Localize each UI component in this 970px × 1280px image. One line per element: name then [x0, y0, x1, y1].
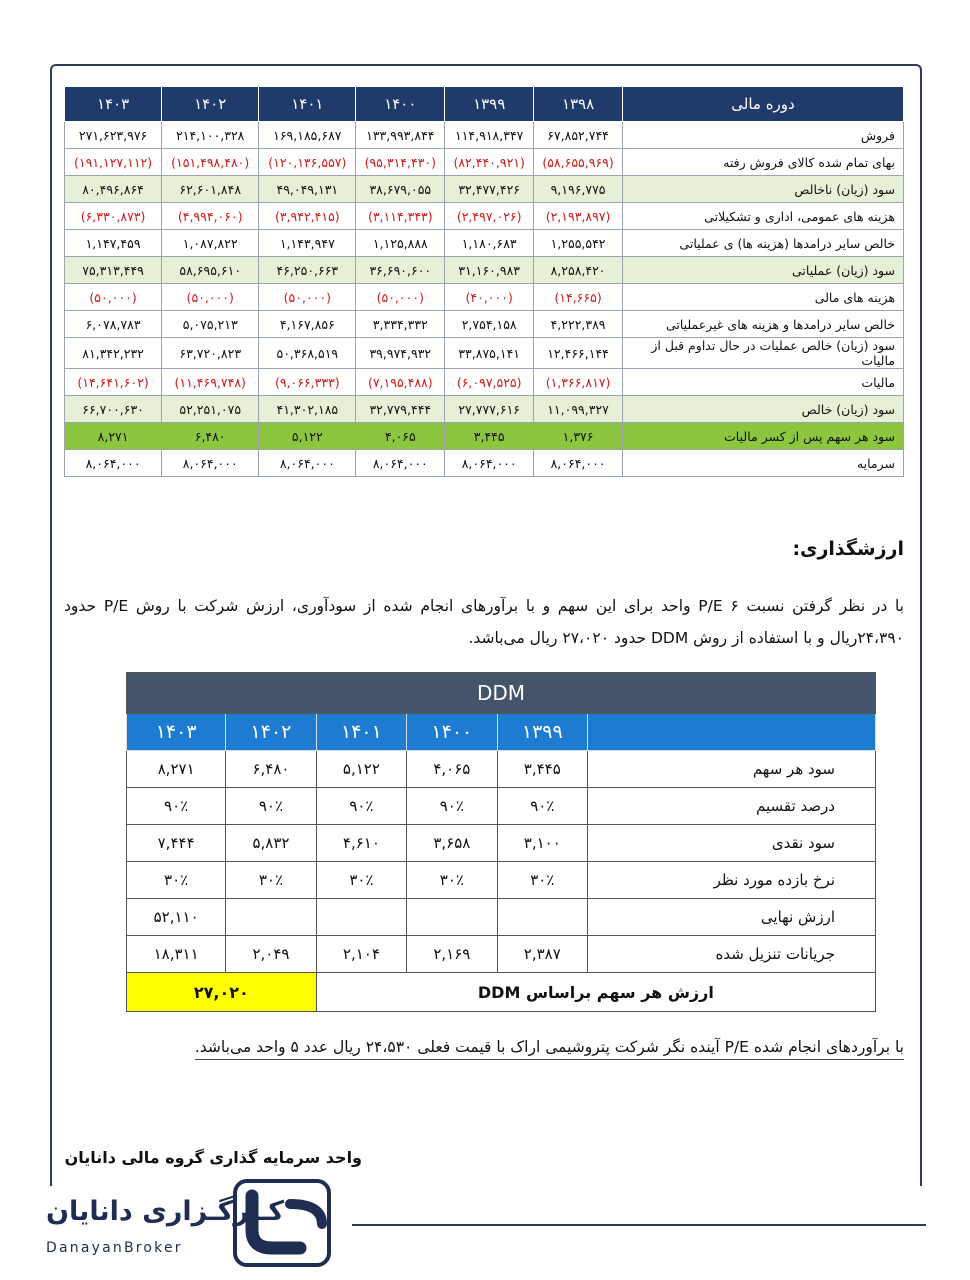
- row-label: هزینه های عمومی، اداری و تشکیلاتی: [623, 203, 904, 230]
- danayan-logo-icon: [232, 1178, 332, 1268]
- cell-value: ۲,۷۵۴,۱۵۸: [445, 311, 534, 338]
- cell-value: ۲۷۱,۶۲۳,۹۷۶: [65, 122, 162, 149]
- income-row: [65, 311, 904, 338]
- cell-value: ۶۲,۶۰۱,۸۴۸: [162, 176, 259, 203]
- cell-value: ۸,۲۷۱: [65, 423, 162, 450]
- cell-value: (۳,۹۴۲,۴۱۵): [259, 203, 356, 230]
- cell-value: (۵۰,۰۰۰): [259, 284, 356, 311]
- cell-value: ۱,۱۴۷,۴۵۹: [65, 230, 162, 257]
- footer-rule: [352, 1224, 926, 1226]
- ddm-cell-value: ۳,۶۵۸: [407, 825, 497, 862]
- ddm-cell-value: ۴,۶۱۰: [316, 825, 406, 862]
- cell-value: (۹,۰۶۶,۳۳۳): [259, 369, 356, 396]
- income-row: [65, 369, 904, 396]
- cell-value: ۳۳,۸۷۵,۱۴۱: [445, 338, 534, 369]
- ddm-year: ۱۴۰۲: [226, 714, 316, 751]
- ddm-cell-value: ۵,۱۲۲: [316, 751, 406, 788]
- ddm-cell-value: ۵۲,۱۱۰: [127, 899, 226, 936]
- cell-value: ۴,۰۶۵: [356, 423, 445, 450]
- cell-value: ۳۲,۷۷۹,۴۴۴: [356, 396, 445, 423]
- ddm-row: [127, 862, 876, 899]
- ddm-year: ۱۳۹۹: [497, 714, 587, 751]
- ddm-cell-value: ۳۰٪: [407, 862, 497, 899]
- ddm-year: ۱۴۰۰: [407, 714, 497, 751]
- cell-value: ۱,۰۸۷,۸۲۲: [162, 230, 259, 257]
- ddm-row: [127, 936, 876, 973]
- cell-value: (۱۴,۶۴۱,۶۰۲): [65, 369, 162, 396]
- ddm-cell-value: ۹۰٪: [127, 788, 226, 825]
- cell-value: ۶,۰۷۸,۷۸۳: [65, 311, 162, 338]
- row-label: سود (زیان) ناخالص: [623, 176, 904, 203]
- row-label: سود هر سهم پس از کسر مالیات: [623, 423, 904, 450]
- cell-value: ۱,۱۸۰,۶۸۳: [445, 230, 534, 257]
- cell-value: (۱۵۱,۴۹۸,۴۸۰): [162, 149, 259, 176]
- cell-value: ۶۶,۷۰۰,۶۳۰: [65, 396, 162, 423]
- cell-value: ۵۸,۶۹۵,۶۱۰: [162, 257, 259, 284]
- row-label: خالص سایر درامدها و هزینه های غیرعملیاتی: [623, 311, 904, 338]
- cell-value: ۲۷,۷۷۷,۶۱۶: [445, 396, 534, 423]
- brand-name-en: DanayanBroker: [46, 1240, 183, 1256]
- ddm-row: [127, 751, 876, 788]
- ddm-cell-value: [407, 899, 497, 936]
- investment-unit: واحد سرمایه گذاری گروه مالی دانایان: [64, 1148, 362, 1167]
- cell-value: ۱,۱۴۳,۹۴۷: [259, 230, 356, 257]
- ddm-row-label: سود نقدی: [588, 825, 876, 862]
- cell-value: (۴,۹۹۴,۰۶۰): [162, 203, 259, 230]
- valuation-heading: ارزشگذاری:: [792, 538, 904, 560]
- ddm-year: ۱۴۰۱: [316, 714, 406, 751]
- cell-value: (۴۰,۰۰۰): [445, 284, 534, 311]
- cell-value: ۸,۰۶۴,۰۰۰: [65, 450, 162, 477]
- cell-value: (۳,۱۱۴,۳۴۳): [356, 203, 445, 230]
- cell-value: ۴۱,۳۰۲,۱۸۵: [259, 396, 356, 423]
- ddm-row: [127, 788, 876, 825]
- cell-value: ۱,۱۲۵,۸۸۸: [356, 230, 445, 257]
- cell-value: ۳۸,۶۷۹,۰۵۵: [356, 176, 445, 203]
- ddm-row: [127, 899, 876, 936]
- ddm-row-label: نرخ بازده مورد نظر: [588, 862, 876, 899]
- cell-value: (۸۲,۴۴۰,۹۲۱): [445, 149, 534, 176]
- cell-value: ۳۹,۹۷۴,۹۳۲: [356, 338, 445, 369]
- cell-value: (۲,۱۹۳,۸۹۷): [534, 203, 623, 230]
- ddm-cell-value: ۹۰٪: [497, 788, 587, 825]
- ddm-cell-value: ۵,۸۳۲: [226, 825, 316, 862]
- pe-note: با برآوردهای انجام شده P/E آینده نگر شرکت پتروشیمی اراک با قیمت فعلی ۲۴،۵۳۰ ریال عدد ۵ واحد می‌باشد.: [195, 1038, 904, 1060]
- income-row: [65, 396, 904, 423]
- cell-value: (۱,۳۶۶,۸۱۷): [534, 369, 623, 396]
- cell-value: (۶,۰۹۷,۵۲۵): [445, 369, 534, 396]
- ddm-cell-value: ۳۰٪: [226, 862, 316, 899]
- ddm-cell-value: [226, 899, 316, 936]
- cell-value: ۱,۳۷۶: [534, 423, 623, 450]
- cell-value: ۸,۰۶۴,۰۰۰: [162, 450, 259, 477]
- cell-value: ۳۱,۱۶۰,۹۸۳: [445, 257, 534, 284]
- cell-value: ۱,۲۵۵,۵۴۲: [534, 230, 623, 257]
- income-row: [65, 122, 904, 149]
- ddm-cell-value: ۳,۱۰۰: [497, 825, 587, 862]
- income-header-row: [65, 87, 904, 122]
- cell-value: ۱۱۴,۹۱۸,۳۴۷: [445, 122, 534, 149]
- income-row: [65, 149, 904, 176]
- row-label: خالص سایر درامدها (هزینه ها) ی عملیاتی: [623, 230, 904, 257]
- ddm-cell-value: ۸,۲۷۱: [127, 751, 226, 788]
- cell-value: ۸۱,۳۴۲,۲۳۲: [65, 338, 162, 369]
- cell-value: ۴,۲۲۲,۳۸۹: [534, 311, 623, 338]
- cell-value: (۶,۳۳۰,۸۷۳): [65, 203, 162, 230]
- cell-value: ۹,۱۹۶,۷۷۵: [534, 176, 623, 203]
- header-year: ۱۳۹۹: [445, 87, 534, 122]
- ddm-cell-value: ۷,۴۴۴: [127, 825, 226, 862]
- cell-value: (۱۱,۴۶۹,۷۴۸): [162, 369, 259, 396]
- valuation-paragraph: با در نظر گرفتن نسبت P/E ۶ واحد برای این سهم و با برآورهای انجام شده از سودآوری، ارزش شرکت با روش P/E حدود ۲۴،۳۹۰ریال و با استفاده از روش DDM حدود ۲۷،۰۲۰ ریال می‌باشد.: [64, 597, 904, 647]
- income-row: [65, 423, 904, 450]
- cell-value: ۴,۱۶۷,۸۵۶: [259, 311, 356, 338]
- ddm-result-row: [127, 973, 876, 1012]
- row-label: فروش: [623, 122, 904, 149]
- ddm-row-label: ارزش نهایی: [588, 899, 876, 936]
- cell-value: ۱۳۳,۹۹۳,۸۴۴: [356, 122, 445, 149]
- ddm-cell-value: ۲,۳۸۷: [497, 936, 587, 973]
- header-year: ۱۳۹۸: [534, 87, 623, 122]
- header-year: ۱۴۰۰: [356, 87, 445, 122]
- header-year: ۱۴۰۱: [259, 87, 356, 122]
- income-row: [65, 176, 904, 203]
- cell-value: ۶۷,۸۵۲,۷۴۴: [534, 122, 623, 149]
- cell-value: ۱۱,۰۹۹,۳۲۷: [534, 396, 623, 423]
- cell-value: ۳,۳۳۴,۳۳۲: [356, 311, 445, 338]
- cell-value: ۸,۰۶۴,۰۰۰: [445, 450, 534, 477]
- cell-value: (۵۸,۶۵۵,۹۶۹): [534, 149, 623, 176]
- cell-value: ۱۶۹,۱۸۵,۶۸۷: [259, 122, 356, 149]
- income-row: [65, 230, 904, 257]
- brand-name-fa: کـارگـزاری دانایان: [46, 1196, 284, 1227]
- row-label: سود (زیان) خالص عملیات در حال تداوم قبل از مالیات: [623, 338, 904, 369]
- row-label: سرمایه: [623, 450, 904, 477]
- cell-value: ۸,۰۶۴,۰۰۰: [534, 450, 623, 477]
- cell-value: ۵,۱۲۲: [259, 423, 356, 450]
- ddm-year-row: [127, 714, 876, 751]
- cell-value: ۶,۴۸۰: [162, 423, 259, 450]
- cell-value: ۳۶,۶۹۰,۶۰۰: [356, 257, 445, 284]
- ddm-year-label-blank: [588, 714, 876, 751]
- ddm-row-label: جریانات تنزیل شده: [588, 936, 876, 973]
- row-label: بهای تمام شده کالای فروش رفته: [623, 149, 904, 176]
- income-row: [65, 284, 904, 311]
- income-row: [65, 450, 904, 477]
- header-year: ۱۴۰۳: [65, 87, 162, 122]
- cell-value: (۹۵,۳۱۴,۴۳۰): [356, 149, 445, 176]
- row-label: سود (زیان) عملیاتی: [623, 257, 904, 284]
- ddm-cell-value: ۳۰٪: [127, 862, 226, 899]
- ddm-cell-value: [316, 899, 406, 936]
- income-row: [65, 257, 904, 284]
- income-row: [65, 203, 904, 230]
- ddm-row-label: درصد تقسیم: [588, 788, 876, 825]
- cell-value: (۱۴,۶۶۵): [534, 284, 623, 311]
- ddm-cell-value: ۳۰٪: [497, 862, 587, 899]
- cell-value: ۱۲,۴۶۶,۱۴۴: [534, 338, 623, 369]
- cell-value: ۸,۰۶۴,۰۰۰: [259, 450, 356, 477]
- ddm-cell-value: [497, 899, 587, 936]
- cell-value: ۶۳,۷۲۰,۸۲۳: [162, 338, 259, 369]
- ddm-title-row: [127, 673, 876, 714]
- cell-value: (۱۲۰,۱۳۶,۵۵۷): [259, 149, 356, 176]
- ddm-cell-value: ۲,۰۴۹: [226, 936, 316, 973]
- ddm-cell-value: ۹۰٪: [226, 788, 316, 825]
- cell-value: ۴۹,۰۴۹,۱۳۱: [259, 176, 356, 203]
- ddm-cell-value: ۲,۱۰۴: [316, 936, 406, 973]
- ddm-table: [126, 672, 876, 1012]
- ddm-cell-value: ۹۰٪: [316, 788, 406, 825]
- ddm-row-label: سود هر سهم: [588, 751, 876, 788]
- cell-value: ۴۶,۲۵۰,۶۶۳: [259, 257, 356, 284]
- row-label: هزینه های مالی: [623, 284, 904, 311]
- row-label: سود (زیان) خالص: [623, 396, 904, 423]
- cell-value: ۲۱۴,۱۰۰,۳۲۸: [162, 122, 259, 149]
- cell-value: ۷۵,۳۱۳,۴۴۹: [65, 257, 162, 284]
- cell-value: (۵۰,۰۰۰): [356, 284, 445, 311]
- header-period: دوره مالی: [623, 87, 904, 122]
- cell-value: ۵,۰۷۵,۲۱۳: [162, 311, 259, 338]
- cell-value: (۵۰,۰۰۰): [65, 284, 162, 311]
- cell-value: ۳۲,۴۷۷,۴۲۶: [445, 176, 534, 203]
- ddm-row: [127, 825, 876, 862]
- cell-value: ۵۰,۳۶۸,۵۱۹: [259, 338, 356, 369]
- ddm-year: ۱۴۰۳: [127, 714, 226, 751]
- ddm-cell-value: ۱۸,۳۱۱: [127, 936, 226, 973]
- ddm-cell-value: ۳,۴۴۵: [497, 751, 587, 788]
- cell-value: (۷,۱۹۵,۴۸۸): [356, 369, 445, 396]
- header-year: ۱۴۰۲: [162, 87, 259, 122]
- row-label: مالیات: [623, 369, 904, 396]
- ddm-cell-value: ۹۰٪: [407, 788, 497, 825]
- ddm-cell-value: ۴,۰۶۵: [407, 751, 497, 788]
- ddm-cell-value: ۳۰٪: [316, 862, 406, 899]
- income-row: [65, 338, 904, 369]
- cell-value: ۸,۰۶۴,۰۰۰: [356, 450, 445, 477]
- cell-value: (۱۹۱,۱۲۷,۱۱۲): [65, 149, 162, 176]
- income-statement-table: [64, 86, 904, 477]
- cell-value: ۵۲,۲۵۱,۰۷۵: [162, 396, 259, 423]
- ddm-cell-value: ۲,۱۶۹: [407, 936, 497, 973]
- cell-value: ۸۰,۴۹۶,۸۶۴: [65, 176, 162, 203]
- ddm-cell-value: ۶,۴۸۰: [226, 751, 316, 788]
- cell-value: ۸,۲۵۸,۴۲۰: [534, 257, 623, 284]
- cell-value: ۳,۴۴۵: [445, 423, 534, 450]
- ddm-result-label: ارزش هر سهم براساس DDM: [316, 973, 875, 1012]
- ddm-title: DDM: [127, 673, 876, 714]
- cell-value: (۲,۴۹۷,۰۲۶): [445, 203, 534, 230]
- ddm-result-value: ۲۷,۰۲۰: [127, 973, 317, 1012]
- cell-value: (۵۰,۰۰۰): [162, 284, 259, 311]
